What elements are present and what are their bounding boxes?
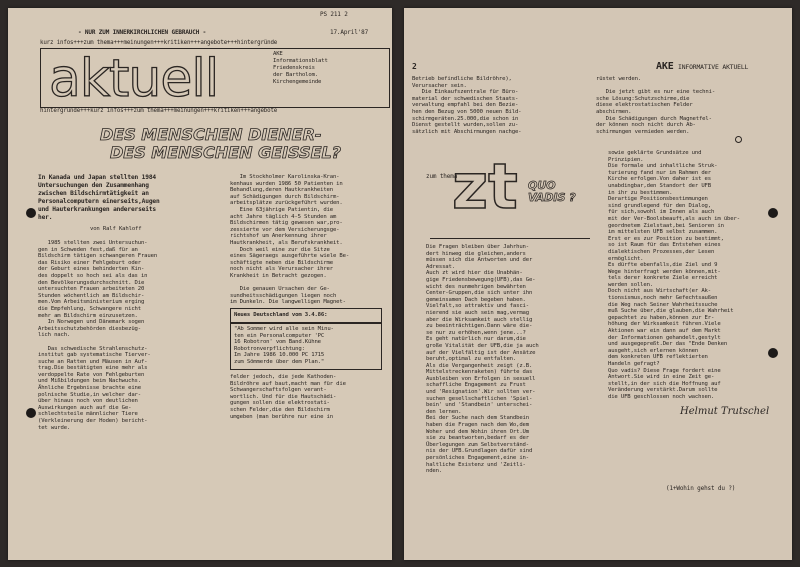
internal-notice: - NUR ZUM INNERKIRCHLICHEN GEBRAUCH -: [78, 29, 207, 36]
column-2-top: rüstet werden. Die jetzt gibt es nur eine techni- sche Lösung:Schutzschirme,die diese elektrostatischen Felder abschirmen. Die Schädigungen durch Magnetfel- der können noch nicht durch Ab- schirmungen vermieden werden.: [596, 76, 716, 135]
footer-note: (1+Wohin gehst du ?): [666, 485, 736, 492]
logo-side-text: AKE Informationsblatt Friedenskreis der Bartholom. Kirchengemeinde: [273, 51, 328, 85]
column-2-tail: felder jedoch, die jede Kathoden- Bildröhre auf baut,macht man für die Schwangerschaftsfolgen verant- wortlich. Und für die Hautschädi- gungen sollen die elektrostati- schen Felder,die den Bildschirm umgeben (man berühre nur eine in: [230, 374, 346, 420]
headline-line-1: DES MENSCHEN DIENER-: [100, 125, 322, 144]
header-logo: AKE: [656, 61, 674, 72]
lead-paragraph: In Kanada und Japan stellten 1984 Untersuchungen den Zusammenhang zwischen Bildschirmtätigkeit an Personalcomputern einerseits,Augen und Hauterkrankungen andererseits her.: [38, 174, 160, 221]
headline-line-2: DES MENSCHEN GEISSEL?: [110, 143, 341, 162]
left-page: [8, 8, 392, 560]
issue-date: 17.April'87: [330, 29, 369, 36]
punch-hole: [768, 348, 778, 358]
right-page: [404, 8, 792, 560]
aktuell-logo: aktuell: [49, 49, 219, 109]
page-number: 2: [412, 62, 417, 71]
masthead-top-strip: kurz infos+++zum thema+++meinungen+++kritiken+++angebote+++hintergründe: [40, 40, 278, 46]
zum-thema-block: [426, 150, 590, 239]
column-2-body: Im Stockholmer Karolinska-Kran- kenhaus wurden 1986 50 Patienten in Behandlung,deren Hautkrankheiten auf Schädigungen durch Bildschirm- arbeitsplätze zurückgeführt wurden. Eine 63jährige Patientin, die acht Jahre täglich 4-5 Stunden am Bildschirmen tätig gewesen war,pro- zessierte vor dem Versicherungsge- richtshof um Anerkennung ihrer Hautkrankheit, als Berufskrankheit. Doch weil eine zur die Sitze eines Sägeraegs ausgeführte wiele Be- schäftigte neben die Bildschirme noch nicht als Verursacher ihrer Krankheit in Betracht gezogen. Die genauen Ursachen der Ge- sundheitsschädigungen liegen noch im Dunkeln. Die langwelligen Magnet-: [230, 174, 350, 306]
boxed-quote: "Ab Sommer wird alle sein Minu- ten ein Personalcomputer 'PC 16 Robotron' vom Band.Kühne Robotronverpflichtung: Im Jahre 1986 10.000 PC 1715 zum Sömmerde über dem Plan.": [230, 322, 382, 370]
masthead: [40, 48, 390, 108]
quo-vadis-title: QUO VADIS ?: [528, 179, 576, 204]
column-2-body: sowie geklärte Grundsätze und Prinzipien. Die formale und inhaltliche Struk- turierung fand nur im Rahmen der Kirche erfolgen.Von daher ist es unabdingbar,den Standort der UFB in ihr zu bestimmen. Derartige Positionsbestimmungen sind grundlegend für den Dialog, für sich,sowohl im Innen als auch mit der Ver-Boolsbeauft,als auch im über- geordnetem Zielstaat,bei Senioren in im mittelsten UFB selbst zusammen. Erst er es zur Position zu bestimmt, so ist Raum für das Entstehen eines dialektischen Prozesses,der Lesen ermöglicht. Es dürfte ebenfalls,die Ziel und 9 Wege hinterfragt werden können,mit- tels derer konkrete Ziele erreicht werden sollen. Doch nicht aus Wirtschaft(er Ak- tionsismus,noch mehr Gefechtsaußen die Weg nach Seiner Wahrheitssuche muß Suche über,die glauben,die Wahrheit gepachtet zu haben,können zur Er- höhung der Wirksamkeit führen.Viele Aktionen war ein dann auf dem Markt der Informationen gehandelt,gestylt und ausgegepreßt.Der das "Ende Denken ausgeht,sich erlernen können dem konkreten UFB reflektierten Handeln gefragt? Quo vadis? Diese Frage fordert eine Antwort.Sie wird in eine Zeit ge- stellt,in der sich die Hoffnung auf Veränderung verstärkt.Darum sollte die UFB geschlossen noch wachsen.: [608, 150, 740, 400]
signature: Helmut Trutschel: [680, 406, 770, 417]
author-byline: von Ralf Kahloff: [90, 226, 142, 232]
column-1-body: Die Fragen bleiben über Jahrhun- dert hinweg die gleichen,anders müssen sich die Antworten und der Adressat. Auch zt wird hier die Unabhän- gige Friedensbewegung(UFB),das Ge- wicht des nunmehrigen bewährten Center-Gruppen,die sich unter ihn gemeinsamen Dach begeben haben. Vielfalt,so attraktiv und fasci- nierend sie auch sein mag,vermag aber die Wirksamkeit auch stellig zu beeinträchtigen.Dann wäre die- se nur zu erhöhen,wenn jene...? Es geht natürlich nur darum,die große Vitalität der UFB,die ja auch auf der Vielfältig ist der Ansätze beruht,optimal zu entfalten. Als die Vergangenheit zeigt (z.B. Mittelstreckenraketen) führte das Ausbleiben von Erfolgen in sexuell schaffliche Engagement zu Frust und 'Resignation'.Wir sollten ver- suchen gesellschaftlichen 'Spiel- bein' und 'Standbein' unterschei- den lernen. Bei der Suche nach dem Standbein haben die Fragen nach dem Wo,dem Woher und dem Wohin ihren Ort.Um sie zu beantworten,bedarf es der Überlegungen zum Selbstverständ- nis der UFB.Grundlagen dafür sind persönliches Engagement,eine in- haltliche Existenz und 'Zeitli- nden.: [426, 244, 539, 475]
masthead-bottom-strip: hintergründe+++kurz infos+++zum thema+++meinungen+++kritiken+++angebote: [40, 108, 278, 114]
bullet-mark: [735, 136, 742, 143]
archive-stamp: PS 211 2: [320, 11, 348, 18]
punch-hole: [26, 208, 36, 218]
punch-hole: [26, 408, 36, 418]
zt-logo: zt: [452, 150, 518, 223]
punch-hole: [768, 208, 778, 218]
column-1-body: 1985 stellten zwei Untersuchun- gen in Schweden fest,daß für an Bildschirm tätigen schwangeren Frauen das Risiko einer Fehlgeburt oder der Geburt eines behinderten Kin- des doppelt so hoch sei als das in den Bevölkerungsdurchschnitt. Die untersuchten Frauen arbeiteten 20 Stunden wöchentlich am Bildschir- men.Vom Arbeitsministerium erging die Empfehlung, Schwangere nicht mehr am Bildschirm einzusetzen. In Norwegen und Dänemark sogen Arbeitsschutzbehörden diesbezüg- lich nach. Das schwedische Strahlenschutz- institut gab systematische Tierver- suche an Ratten und Mäusen in Auf- trag.Die bestätigten eine mehr als verdoppelte Rate von Fehlgeburten und Mißbildungen beim Nachwuchs. Ähnliche Ergebnisse brachte eine polnische Studie,in welcher dar- über hinaus noch von deutlichen Auswirkungen auch auf die Ge- schlechtsteile männlicher Tiere (Verkleinerung der Hoden) bericht- tet wurde.: [38, 240, 158, 431]
column-1-top: Betrieb befindliche Bildröhre), Verursacher sein. Die Einkaufszentrale für Büro- material der schwedischen Staats- verwaltung empfahl bei den Bezie- hen den Bezug von 5000 neuen Bild- schirmgeräten.25.000,die schon in Dienst gestellt wurden,sollen zu- sätzlich mit Abschirmungen nachge-: [412, 76, 522, 135]
header-title: INFORMATIVE AKTUELL: [678, 63, 749, 71]
zum-thema-label: zum thema: [426, 173, 458, 180]
boxed-heading: Neues Deutschland vom 3.4.86:: [230, 308, 382, 324]
